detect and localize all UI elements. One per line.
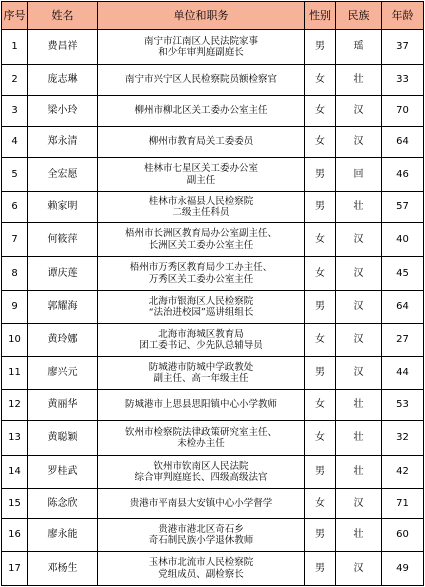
cell-no: 15: [2, 489, 28, 519]
cell-no: 14: [2, 456, 28, 489]
cell-no: 1: [2, 30, 28, 65]
cell-name: 黄聪颖: [28, 421, 98, 456]
cell-unit: [98, 357, 305, 390]
table-row: [2, 489, 424, 519]
cell-unit-line: 和少年审判庭副庭长: [158, 47, 244, 58]
cell-age: 70: [382, 96, 424, 127]
cell-unit: [98, 324, 305, 357]
cell-unit-line: 万秀区关工委办公室主任: [148, 273, 254, 285]
awardee-table: [1, 1, 424, 586]
table-header-row: [2, 2, 424, 30]
cell-name: 郭耀海: [28, 291, 98, 324]
cell-ethnicity: 汉: [336, 324, 382, 357]
cell-unit-line: 党组成员、副检察长: [158, 568, 244, 580]
cell-age: 64: [382, 291, 424, 324]
cell-age: 40: [382, 223, 424, 257]
header-name: 姓名: [28, 2, 98, 30]
cell-no: 17: [2, 552, 28, 586]
cell-unit-line: 二级主任科员: [172, 207, 230, 218]
cell-name: 罗桂武: [28, 456, 98, 489]
cell-ethnicity: 回: [336, 158, 382, 192]
cell-sex: 男: [305, 519, 336, 552]
cell-ethnicity: 汉: [336, 291, 382, 324]
cell-unit-line: 贵港市平南县大安镇中心小学督学: [129, 497, 273, 509]
cell-ethnicity: 汉: [336, 357, 382, 390]
cell-unit: [98, 456, 305, 489]
cell-sex: 女: [305, 324, 336, 357]
cell-unit: [98, 421, 305, 456]
cell-unit-line: 贵港市港北区奇石乡: [158, 523, 244, 535]
cell-age: 60: [382, 519, 424, 552]
header-sex: 性别: [305, 2, 336, 30]
cell-ethnicity: 汉: [336, 489, 382, 519]
cell-name: 陈念欣: [28, 489, 98, 519]
cell-no: 4: [2, 127, 28, 158]
cell-sex: 男: [305, 291, 336, 324]
cell-unit-line: 梧州市长洲区教育局办公室副主任、: [124, 228, 277, 239]
cell-sex: 男: [305, 357, 336, 390]
cell-ethnicity: 汉: [336, 223, 382, 257]
cell-age: 37: [382, 30, 424, 65]
cell-ethnicity: 壮: [336, 421, 382, 456]
cell-name: 谭庆莲: [28, 257, 98, 291]
cell-age: 45: [382, 257, 424, 291]
cell-sex: 女: [305, 65, 336, 96]
cell-ethnicity: 汉: [336, 96, 382, 127]
cell-sex: 女: [305, 127, 336, 158]
cell-unit-line: “法治进校园”巡讲组组长: [148, 307, 254, 318]
cell-unit-line: 综合审判庭庭长、四级高级法官: [134, 472, 268, 483]
cell-unit-line: 副主任: [186, 174, 216, 186]
cell-unit-line: 钦州市检察院法律政策研究室主任、: [124, 426, 277, 438]
cell-no: 2: [2, 65, 28, 96]
table-body: [2, 30, 424, 586]
header-no: 序号: [2, 2, 28, 30]
cell-sex: 女: [305, 421, 336, 456]
cell-unit: [98, 65, 305, 96]
cell-no: 5: [2, 158, 28, 192]
cell-name: 赖家明: [28, 192, 98, 223]
cell-unit-line: 桂林市永福县人民检察院: [148, 195, 254, 207]
cell-sex: 男: [305, 552, 336, 586]
cell-age: 27: [382, 324, 424, 357]
cell-unit-line: 防城港市上思县思阳镇中心小学教师: [124, 399, 277, 411]
cell-unit-line: 北海市海城区教育局: [158, 328, 244, 340]
table-row: [2, 421, 424, 456]
cell-unit-line: 柳州市教育局关工委委员: [148, 136, 254, 148]
cell-unit: [98, 519, 305, 552]
cell-ethnicity: 壮: [336, 390, 382, 421]
cell-age: 71: [382, 489, 424, 519]
cell-age: 53: [382, 390, 424, 421]
cell-age: 44: [382, 357, 424, 390]
cell-age: 42: [382, 456, 424, 489]
cell-unit-line: 钦州市钦南区人民法院: [153, 460, 249, 472]
table-row: [2, 324, 424, 357]
cell-unit-line: 长洲区关工委办公室主任: [148, 239, 254, 251]
cell-name: 梁小玲: [28, 96, 98, 127]
table-row: [2, 192, 424, 223]
cell-unit: [98, 30, 305, 65]
cell-name: 黄丽华: [28, 390, 98, 421]
cell-no: 3: [2, 96, 28, 127]
cell-ethnicity: 汉: [336, 552, 382, 586]
cell-age: 46: [382, 158, 424, 192]
cell-age: 49: [382, 552, 424, 586]
cell-unit-line: 奇石制民族小学退休教师: [148, 535, 254, 546]
cell-unit-line: 桂林市七星区关工委办公室: [143, 163, 258, 174]
cell-no: 13: [2, 421, 28, 456]
cell-unit: [98, 158, 305, 192]
cell-unit-line: 南宁市兴宁区人民检察院员额检察官: [124, 74, 277, 86]
cell-unit: [98, 192, 305, 223]
cell-ethnicity: 汉: [336, 127, 382, 158]
cell-no: 8: [2, 257, 28, 291]
cell-no: 7: [2, 223, 28, 257]
table-row: [2, 158, 424, 192]
cell-unit-line: 柳州市柳北区关工委办公室主任: [134, 105, 268, 117]
header-unit: 单位和职务: [98, 2, 305, 30]
cell-sex: 女: [305, 489, 336, 519]
cell-name: 邓杨生: [28, 552, 98, 586]
table-row: [2, 390, 424, 421]
cell-unit: [98, 257, 305, 291]
table-row: [2, 96, 424, 127]
cell-ethnicity: 壮: [336, 519, 382, 552]
table-row: [2, 223, 424, 257]
cell-no: 16: [2, 519, 28, 552]
cell-unit: [98, 96, 305, 127]
cell-name: 全宏愿: [28, 158, 98, 192]
cell-name: 廖兴元: [28, 357, 98, 390]
cell-age: 57: [382, 192, 424, 223]
cell-age: 32: [382, 421, 424, 456]
cell-age: 64: [382, 127, 424, 158]
cell-no: 6: [2, 192, 28, 223]
cell-ethnicity: 壮: [336, 456, 382, 489]
table-row: [2, 357, 424, 390]
cell-name: 黄玲娜: [28, 324, 98, 357]
cell-sex: 女: [305, 257, 336, 291]
cell-name: 郑永清: [28, 127, 98, 158]
cell-ethnicity: 壮: [336, 192, 382, 223]
cell-unit: [98, 291, 305, 324]
cell-no: 10: [2, 324, 28, 357]
cell-no: 9: [2, 291, 28, 324]
cell-unit-line: 北海市银海区人民检察院: [148, 295, 254, 307]
cell-no: 12: [2, 390, 28, 421]
cell-sex: 男: [305, 158, 336, 192]
cell-unit: [98, 489, 305, 519]
cell-name: 廖永能: [28, 519, 98, 552]
cell-unit: [98, 127, 305, 158]
header-ethnicity: 民族: [336, 2, 382, 30]
table-row: [2, 127, 424, 158]
cell-unit: [98, 552, 305, 586]
cell-unit-line: 副主任、高一年级主任: [153, 373, 249, 384]
cell-name: 庞志琳: [28, 65, 98, 96]
cell-ethnicity: 汉: [336, 257, 382, 291]
cell-name: 何筱萍: [28, 223, 98, 257]
table-row: [2, 257, 424, 291]
cell-unit-line: 梧州市万秀区教育局少工办主任、: [129, 262, 273, 273]
cell-unit: [98, 390, 305, 421]
cell-unit-line: 防城港市防城中学政教处: [148, 361, 254, 373]
cell-sex: 男: [305, 30, 336, 65]
table-row: [2, 519, 424, 552]
cell-unit-line: 南宁市江南区人民法院家事: [143, 35, 258, 47]
cell-sex: 女: [305, 96, 336, 127]
cell-age: 33: [382, 65, 424, 96]
cell-unit-line: 未检办主任: [177, 438, 225, 449]
table-row: [2, 552, 424, 586]
cell-name: 费昌祥: [28, 30, 98, 65]
cell-unit-line: 玉林市北流市人民检察院: [148, 557, 254, 568]
cell-no: 11: [2, 357, 28, 390]
cell-sex: 男: [305, 192, 336, 223]
table-row: [2, 30, 424, 65]
table-row: [2, 291, 424, 324]
cell-unit: [98, 223, 305, 257]
cell-sex: 男: [305, 456, 336, 489]
cell-sex: 女: [305, 223, 336, 257]
cell-ethnicity: 壮: [336, 65, 382, 96]
cell-ethnicity: 瑶: [336, 30, 382, 65]
table-row: [2, 65, 424, 96]
awardee-table-container: [1, 1, 423, 586]
cell-unit-line: 团工委书记、少先队总辅导员: [139, 340, 263, 351]
cell-sex: 女: [305, 390, 336, 421]
header-age: 年龄: [382, 2, 424, 30]
table-row: [2, 456, 424, 489]
